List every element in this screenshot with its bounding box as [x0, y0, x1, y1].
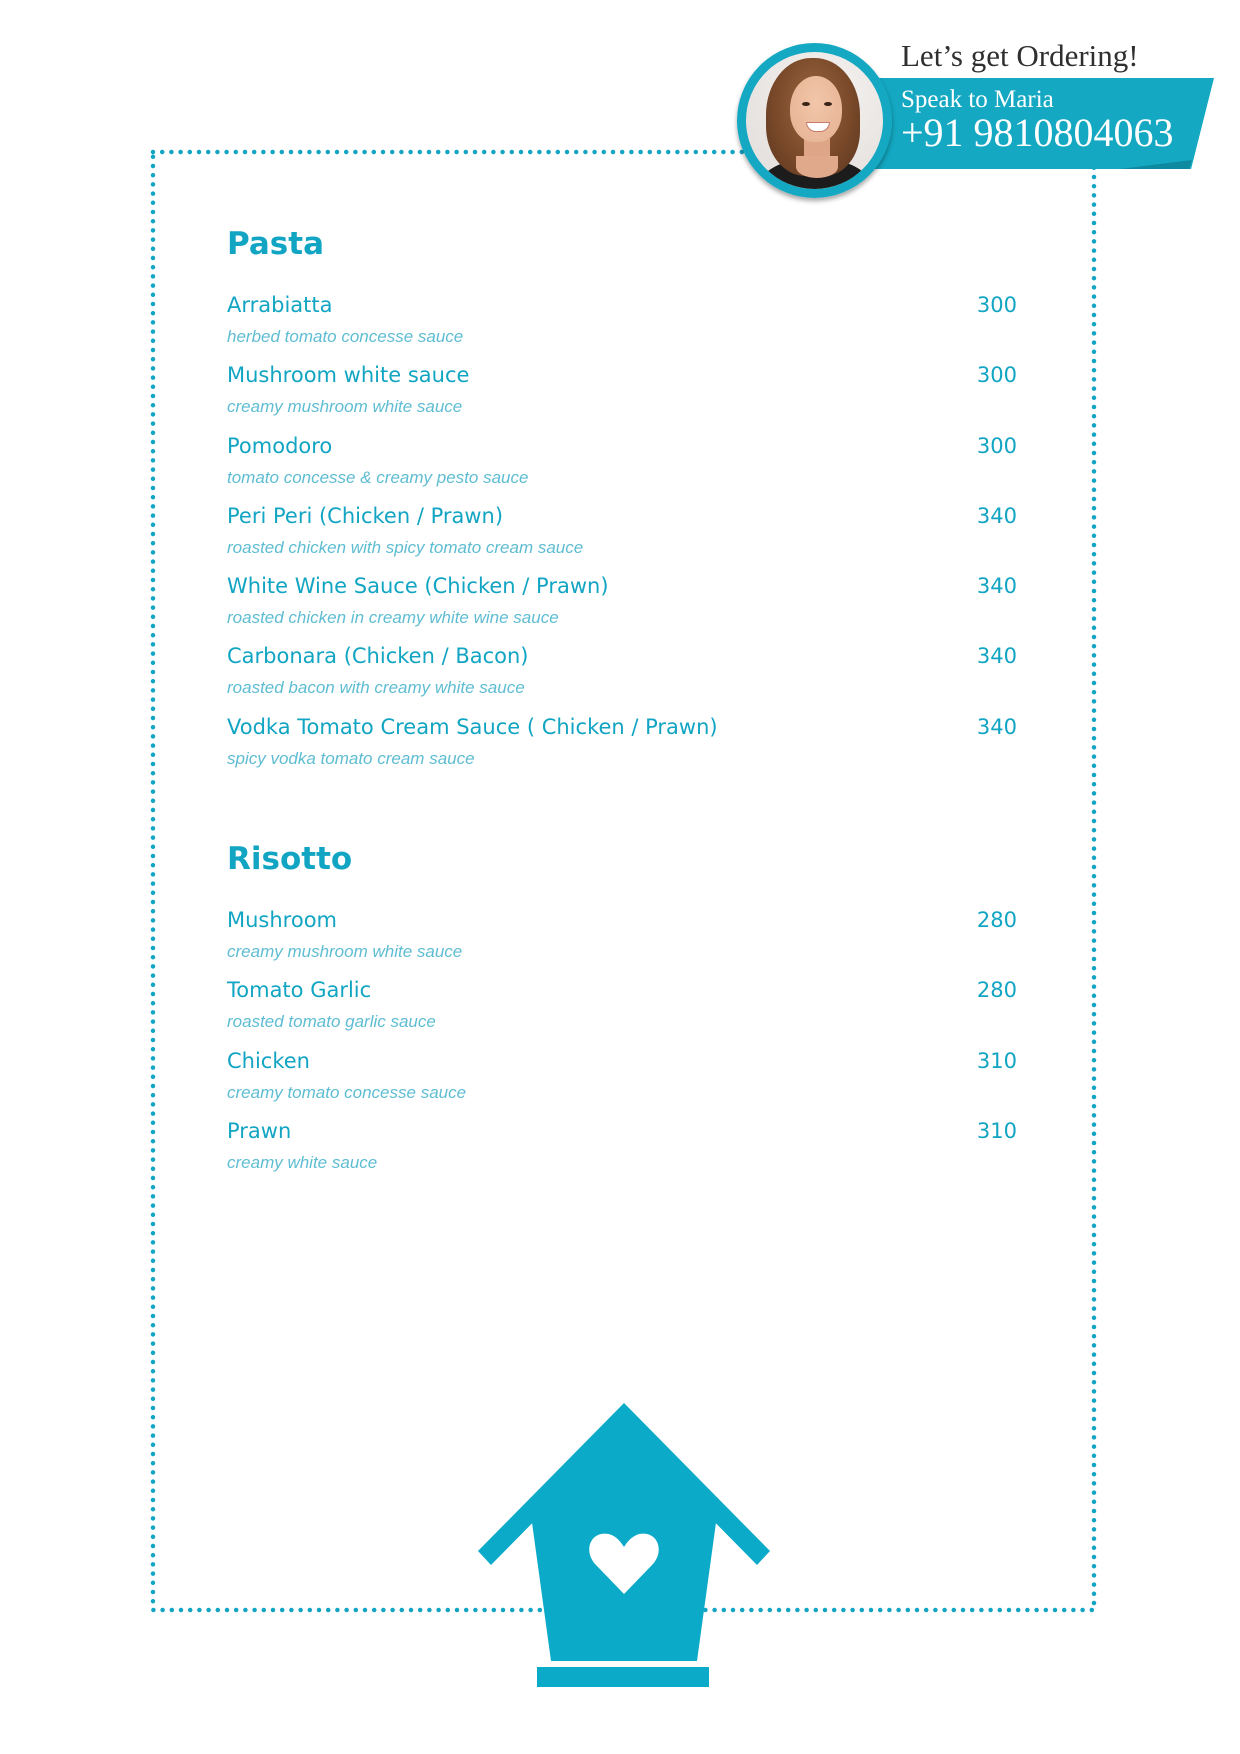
menu-section-pasta — [227, 224, 1017, 782]
menu-item-description: creamy mushroom white sauce — [227, 942, 463, 961]
birdhouse-body — [530, 1418, 718, 1661]
menu-item — [227, 975, 1017, 1045]
menu-item-description: creamy tomato concesse sauce — [227, 1082, 467, 1102]
menu-item-price: 340 — [976, 574, 1017, 598]
section-title: Pasta — [227, 226, 324, 262]
avatar-face — [790, 76, 842, 142]
menu-item-price: 340 — [976, 503, 1017, 528]
menu-item — [227, 290, 1017, 360]
menu-item-name: Peri Peri (Chicken / Prawn) — [227, 503, 504, 528]
phone-number: +91 9810804063 — [901, 110, 1174, 155]
section-title: Risotto — [227, 841, 353, 877]
menu-item-name: Chicken — [227, 1048, 310, 1073]
menu-item-price: 340 — [976, 644, 1017, 669]
menu-item-description: creamy white sauce — [227, 1152, 378, 1172]
menu-item-list — [227, 905, 1017, 1186]
menu-item-name: White Wine Sauce (Chicken / Prawn) — [227, 574, 609, 598]
menu-item-price: 310 — [976, 1118, 1017, 1143]
menu-item — [227, 712, 1017, 782]
menu-item-price: 300 — [976, 433, 1017, 458]
menu-item — [227, 641, 1017, 711]
avatar-eye-left — [802, 102, 810, 106]
speak-to-label: Speak to Maria — [901, 86, 1054, 113]
menu-item-name: Mushroom white sauce — [227, 363, 470, 388]
menu-item — [227, 360, 1017, 430]
avatar — [737, 43, 892, 198]
menu-item-name: Pomodoro — [227, 433, 333, 458]
menu-item-description: creamy mushroom white sauce — [227, 397, 463, 417]
menu-item-name: Prawn — [227, 1118, 292, 1143]
menu-item-name: Tomato Garlic — [227, 978, 372, 1003]
menu-item — [227, 571, 1017, 641]
menu-item-description: herbed tomato concesse sauce — [227, 327, 464, 346]
menu-item-price: 310 — [976, 1048, 1017, 1073]
birdhouse-base — [537, 1667, 709, 1687]
menu-section-risotto — [227, 839, 1017, 1186]
menu-item-description: spicy vodka tomato cream sauce — [227, 748, 475, 768]
menu-item-list — [227, 290, 1017, 782]
menu-item-name: Carbonara (Chicken / Bacon) — [227, 644, 529, 669]
menu-item-price: 300 — [976, 363, 1017, 388]
menu-item — [227, 1116, 1017, 1186]
birdhouse-icon — [478, 1403, 770, 1687]
avatar-chest — [796, 156, 838, 178]
menu-item-description: roasted chicken in creamy white wine sauce — [227, 608, 559, 627]
menu-item — [227, 431, 1017, 501]
menu-item-name: Mushroom — [227, 908, 338, 932]
menu-item-name: Vodka Tomato Cream Sauce ( Chicken / Prawn) — [227, 714, 718, 739]
menu-item-description: tomato concesse & creamy pesto sauce — [227, 467, 529, 487]
menu-item-description: roasted chicken with spicy tomato cream sauce — [227, 537, 584, 557]
menu-item-price: 280 — [976, 908, 1017, 932]
menu-item-price: 300 — [976, 293, 1017, 317]
menu-item-price: 340 — [976, 714, 1017, 739]
menu-item-description: roasted tomato garlic sauce — [227, 1012, 436, 1032]
menu-item-description: roasted bacon with creamy white sauce — [227, 678, 525, 698]
menu-item-name: Arrabiatta — [227, 293, 333, 317]
menu-item — [227, 501, 1017, 571]
menu-item — [227, 905, 1017, 975]
avatar-eye-right — [824, 102, 832, 106]
menu-item — [227, 1046, 1017, 1116]
tagline: Let’s get Ordering! — [901, 38, 1139, 73]
menu-item-price: 280 — [976, 978, 1017, 1003]
